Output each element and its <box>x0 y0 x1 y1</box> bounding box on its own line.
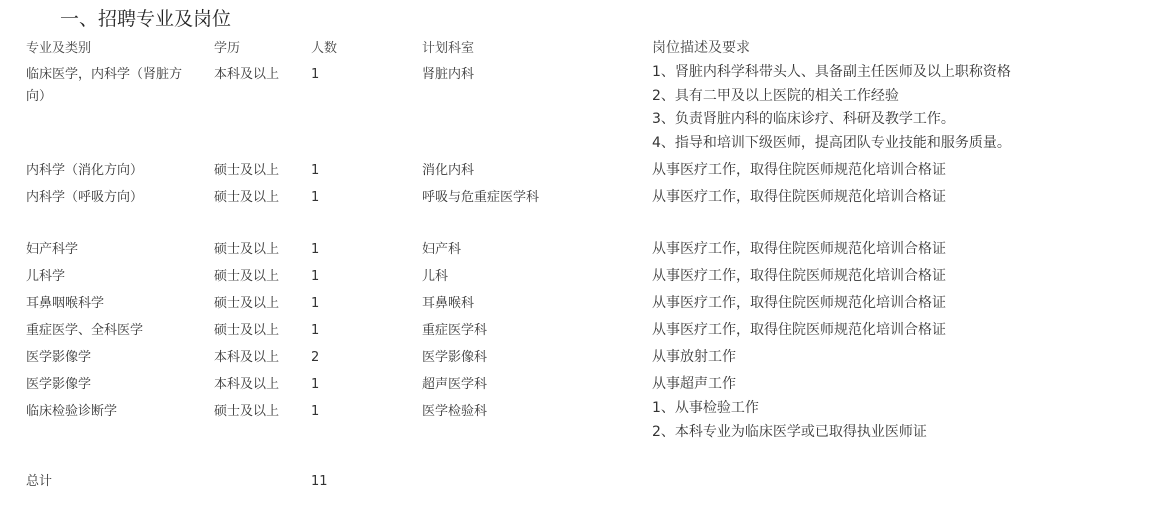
department-cell: 消化内科 <box>422 163 475 178</box>
section-title: 一、招聘专业及岗位 <box>60 8 232 30</box>
count-cell: 1 <box>311 242 320 257</box>
description-cell <box>652 61 1011 155</box>
header-description: 岗位描述及要求 <box>652 40 750 56</box>
total-count: 11 <box>311 474 328 489</box>
total-label: 总计 <box>26 474 53 489</box>
description-line: 2、具有二甲及以上医院的相关工作经验 <box>652 87 899 104</box>
department-cell: 医学影像科 <box>422 350 488 365</box>
description-cell: 从事放射工作 <box>652 349 736 365</box>
description-cell <box>652 397 927 444</box>
education-cell: 本科及以上 <box>214 377 280 392</box>
description-line: 4、指导和培训下级医师，提高团队专业技能和服务质量。 <box>652 134 1011 151</box>
count-cell: 1 <box>311 163 320 178</box>
major-cell: 重症医学、全科医学 <box>26 323 144 338</box>
major-cell <box>26 64 182 108</box>
description-cell: 从事医疗工作，取得住院医师规范化培训合格证 <box>652 322 946 338</box>
major-cell: 儿科学 <box>26 269 66 284</box>
description-cell: 从事医疗工作，取得住院医师规范化培训合格证 <box>652 189 946 205</box>
major-cell: 临床检验诊断学 <box>26 404 118 419</box>
major-cell: 妇产科学 <box>26 242 79 257</box>
count-cell: 1 <box>311 323 320 338</box>
description-cell: 从事医疗工作，取得住院医师规范化培训合格证 <box>652 268 946 284</box>
department-cell: 妇产科 <box>422 242 462 257</box>
description-line: 3、负责肾脏内科的临床诊疗、科研及教学工作。 <box>652 111 955 127</box>
major-cell: 内科学（呼吸方向） <box>26 190 144 205</box>
description-line: 1、肾脏内科学科带头人、具备副主任医师及以上职称资格 <box>652 64 1011 80</box>
department-cell: 儿科 <box>422 269 449 284</box>
header-education: 学历 <box>214 41 241 56</box>
header-count: 人数 <box>311 41 338 56</box>
major-cell: 医学影像学 <box>26 350 92 365</box>
description-line: 1、从事检验工作 <box>652 400 759 416</box>
education-cell: 本科及以上 <box>214 350 280 365</box>
description-cell: 从事医疗工作，取得住院医师规范化培训合格证 <box>652 295 946 311</box>
description-cell: 从事超声工作 <box>652 376 736 392</box>
education-cell: 硕士及以上 <box>214 163 280 178</box>
count-cell: 1 <box>311 190 320 205</box>
major-line: 向） <box>26 89 53 104</box>
header-major: 专业及类别 <box>26 41 92 56</box>
department-cell: 肾脏内科 <box>422 67 475 82</box>
major-line: 临床医学，内科学（肾脏方 <box>26 67 183 82</box>
education-cell: 本科及以上 <box>214 67 280 82</box>
major-cell: 内科学（消化方向） <box>26 163 144 178</box>
count-cell: 2 <box>311 350 320 365</box>
department-cell: 超声医学科 <box>422 377 488 392</box>
department-cell: 耳鼻喉科 <box>422 296 475 311</box>
education-cell: 硕士及以上 <box>214 404 280 419</box>
education-cell: 硕士及以上 <box>214 269 280 284</box>
count-cell: 1 <box>311 296 320 311</box>
department-cell: 重症医学科 <box>422 323 488 338</box>
education-cell: 硕士及以上 <box>214 323 280 338</box>
count-cell: 1 <box>311 404 320 419</box>
major-cell: 耳鼻咽喉科学 <box>26 296 105 311</box>
description-cell: 从事医疗工作，取得住院医师规范化培训合格证 <box>652 162 946 178</box>
education-cell: 硕士及以上 <box>214 242 280 257</box>
count-cell: 1 <box>311 67 320 82</box>
department-cell: 呼吸与危重症医学科 <box>422 190 540 205</box>
header-department: 计划科室 <box>422 41 475 56</box>
education-cell: 硕士及以上 <box>214 296 280 311</box>
department-cell: 医学检验科 <box>422 404 488 419</box>
major-cell: 医学影像学 <box>26 377 92 392</box>
count-cell: 1 <box>311 377 320 392</box>
education-cell: 硕士及以上 <box>214 190 280 205</box>
description-line: 2、本科专业为临床医学或已取得执业医师证 <box>652 423 927 440</box>
count-cell: 1 <box>311 269 320 284</box>
description-cell: 从事医疗工作，取得住院医师规范化培训合格证 <box>652 241 946 257</box>
